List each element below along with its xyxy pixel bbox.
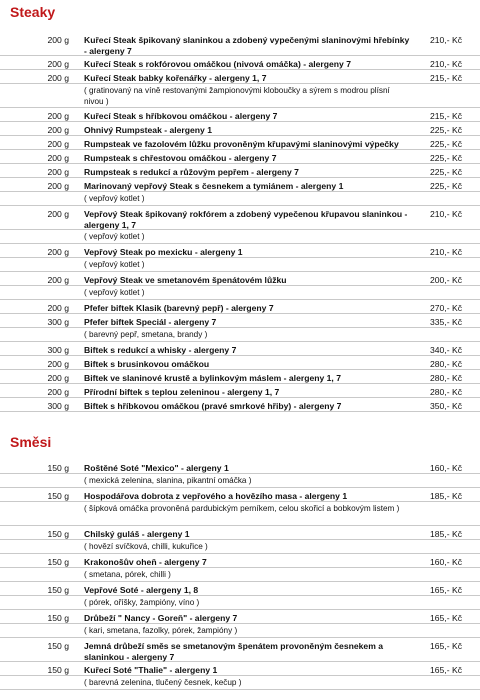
menu-item-weight: 200 g <box>47 373 69 383</box>
menu-item-weight: 200 g <box>47 139 69 149</box>
menu-item-weight <box>0 258 69 261</box>
menu-item-ingredients: ( vepřový kotlet ) <box>84 194 145 203</box>
menu-item-name: Vepřové Soté - alergeny 1, 8 <box>84 585 199 595</box>
menu-item <box>0 384 480 398</box>
menu-item-ingredients: ( mexická zelenina, slanina, pikantní omáčka ) <box>84 476 252 485</box>
menu-item-ingredients: ( barevná zelenina, tlučený česnek, kečup ) <box>84 678 242 687</box>
menu-item-weight: 200 g <box>47 73 69 83</box>
menu-item-description <box>0 258 480 272</box>
menu-item-ingredients: ( barevný pepř, smetana, brandy ) <box>84 330 208 339</box>
menu-item-price: 280,- Kč <box>429 373 462 383</box>
menu-item-ingredients: ( vepřový kotlet ) <box>84 260 145 269</box>
menu-item-price: 210,- Kč <box>429 247 462 257</box>
menu-item <box>0 488 480 502</box>
menu-item-price: 270,- Kč <box>429 303 462 313</box>
menu-item-price: 225,- Kč <box>429 139 462 149</box>
menu-item-weight: 200 g <box>47 153 69 163</box>
menu-item-price <box>412 624 462 627</box>
menu-item-weight <box>0 596 69 599</box>
menu-item-weight: 150 g <box>47 641 69 651</box>
menu-item-price: 185,- Kč <box>429 529 462 539</box>
menu-item <box>0 272 480 286</box>
menu-item-weight <box>0 230 69 233</box>
menu-item <box>0 300 480 314</box>
menu-item-weight: 200 g <box>47 303 69 313</box>
menu-item-price <box>412 230 462 233</box>
menu-item <box>0 460 480 474</box>
menu-item-weight: 200 g <box>47 111 69 121</box>
menu-item-weight: 200 g <box>47 35 69 45</box>
menu-item-description <box>0 568 480 582</box>
menu-item <box>0 108 480 122</box>
menu-item-ingredients: ( pórek, oříšky, žampióny, víno ) <box>84 598 200 607</box>
menu-item <box>0 554 480 568</box>
menu-item-name: Kuřecí Steak špikovaný slaninkou a zdobený vypečenými slaninovými hřebínky - alergeny 7 <box>84 35 410 56</box>
menu-item-description <box>0 84 480 108</box>
menu-item-weight: 300 g <box>47 345 69 355</box>
menu-item <box>0 356 480 370</box>
menu-item-ingredients: ( vepřový kotlet ) <box>84 288 145 297</box>
section-title-steaky: Steaky <box>10 4 56 20</box>
menu-list-smesi <box>0 460 480 690</box>
menu-item-name: Pfefer biftek Klasik (barevný pepř) - alergeny 7 <box>84 303 274 313</box>
menu-item-price <box>412 192 462 195</box>
menu-item-price: 165,- Kč <box>429 613 462 623</box>
menu-item-price: 280,- Kč <box>429 387 462 397</box>
menu-item-price: 210,- Kč <box>429 35 462 45</box>
menu-item-name: Marinovaný vepřový Steak s česnekem a tymiánem - alergeny 1 <box>84 181 344 191</box>
menu-item-price <box>412 596 462 599</box>
menu-item <box>0 638 480 662</box>
menu-item <box>0 610 480 624</box>
menu-item <box>0 164 480 178</box>
section-title-smesi: Směsi <box>10 434 52 450</box>
menu-item-name: Biftek s redukcí a whisky - alergeny 7 <box>84 345 237 355</box>
menu-item-ingredients: ( smetana, pórek, chilli ) <box>84 570 171 579</box>
menu-item-name: Biftek s hříbkovou omáčkou (pravé smrkové hřiby) - alergeny 7 <box>84 401 342 411</box>
menu-item-ingredients: ( vepřový kotlet ) <box>84 232 145 241</box>
menu-item-weight <box>0 474 69 477</box>
menu-item-ingredients: ( šípková omáčka provoněná pardubickým perníkem, celou skořicí a bobkovým listem ) <box>84 504 400 513</box>
menu-item-price <box>412 502 462 505</box>
menu-item-weight: 200 g <box>47 125 69 135</box>
menu-item-price <box>412 540 462 543</box>
menu-item <box>0 136 480 150</box>
menu-item-description <box>0 676 480 690</box>
menu-item-name: Pfefer biftek Speciál - alergeny 7 <box>84 317 217 327</box>
menu-item <box>0 398 480 412</box>
menu-item-name: Vepřový Steak po mexicku - alergeny 1 <box>84 247 243 257</box>
menu-item <box>0 582 480 596</box>
menu-item-price <box>412 474 462 477</box>
menu-item-name: Drůbeží " Nancy - Goreň" - alergeny 7 <box>84 613 238 623</box>
menu-item-weight: 200 g <box>47 209 69 219</box>
menu-item-weight: 150 g <box>47 613 69 623</box>
menu-item-weight <box>0 328 69 331</box>
menu-item-name: Biftek ve slaninové krustě a bylinkovým máslem - alergeny 1, 7 <box>84 373 341 383</box>
menu-item-price: 160,- Kč <box>429 557 462 567</box>
menu-item-description <box>0 328 480 342</box>
menu-item-weight <box>0 676 69 679</box>
menu-item-weight <box>0 568 69 571</box>
menu-item-weight <box>0 624 69 627</box>
menu-item-name: Kuřecí Steak s hříbkovou omáčkou - alergeny 7 <box>84 111 278 121</box>
menu-item-description <box>0 230 480 244</box>
menu-item <box>0 150 480 164</box>
menu-item-name: Rumpsteak ve fazolovém lůžku provoněným křupavými slaninovými výpečky <box>84 139 399 149</box>
menu-item-price: 280,- Kč <box>429 359 462 369</box>
menu-item-price: 225,- Kč <box>429 125 462 135</box>
menu-item-weight: 150 g <box>47 665 69 675</box>
menu-item-price: 225,- Kč <box>429 167 462 177</box>
menu-item-ingredients: ( hovězí svíčková, chilli, kukuřice ) <box>84 542 208 551</box>
menu-item-name: Rumpsteak s redukcí a růžovým pepřem - alergeny 7 <box>84 167 299 177</box>
menu-item-name: Kuřecí Steak s rokfórovou omáčkou (nivová omáčka) - alergeny 7 <box>84 59 351 69</box>
menu-item-ingredients: ( gratinovaný na víně restovanými žampionovými kloboučky a sýrem s modrou plísní nivou ) <box>84 86 390 106</box>
menu-item-weight <box>0 540 69 543</box>
menu-item <box>0 314 480 328</box>
menu-item <box>0 206 480 230</box>
menu-item-name: Přírodní biftek s teplou zeleninou - alergeny 1, 7 <box>84 387 280 397</box>
menu-item <box>0 178 480 192</box>
menu-item-name: Krakonošův oheň - alergeny 7 <box>84 557 207 567</box>
menu-item <box>0 70 480 84</box>
menu-item-price: 165,- Kč <box>429 641 462 651</box>
menu-item-description <box>0 286 480 300</box>
menu-item-price: 340,- Kč <box>429 345 462 355</box>
menu-item-description <box>0 596 480 610</box>
menu-item-description <box>0 502 480 526</box>
menu-item-name: Rumpsteak s chřestovou omáčkou - alergeny 7 <box>84 153 277 163</box>
menu-item <box>0 244 480 258</box>
menu-item-price: 200,- Kč <box>429 275 462 285</box>
menu-item-weight: 150 g <box>47 557 69 567</box>
menu-item-price: 185,- Kč <box>429 491 462 501</box>
menu-item-name: Kuřecí Steak babky kořenářky - alergeny 1, 7 <box>84 73 267 83</box>
menu-item-weight <box>0 84 69 87</box>
menu-item <box>0 370 480 384</box>
menu-item-weight <box>0 192 69 195</box>
menu-item-description <box>0 474 480 488</box>
menu-item-description <box>0 540 480 554</box>
menu-item-description <box>0 624 480 638</box>
menu-item-description <box>0 192 480 206</box>
menu-item-weight: 200 g <box>47 387 69 397</box>
menu-item-price: 335,- Kč <box>429 317 462 327</box>
menu-item-name: Hospodářova dobrota z vepřového a hovězího masa - alergeny 1 <box>84 491 348 501</box>
menu-item-weight: 150 g <box>47 529 69 539</box>
menu-item-price: 210,- Kč <box>429 209 462 219</box>
menu-item-ingredients: ( kari, smetana, fazolky, pórek, žampióny ) <box>84 626 238 635</box>
menu-item-weight: 200 g <box>47 59 69 69</box>
menu-item-name: Biftek s brusinkovou omáčkou <box>84 359 210 369</box>
menu-item-weight: 200 g <box>47 167 69 177</box>
menu-item-weight: 150 g <box>47 491 69 501</box>
menu-item-price <box>412 258 462 261</box>
menu-item-weight: 300 g <box>47 317 69 327</box>
menu-item <box>0 32 480 56</box>
menu-item-price <box>412 568 462 571</box>
menu-item-price <box>412 286 462 289</box>
menu-item-weight <box>0 286 69 289</box>
menu-item-price: 165,- Kč <box>429 665 462 675</box>
menu-item-name: Roštěné Soté "Mexico" - alergeny 1 <box>84 463 229 473</box>
menu-item <box>0 56 480 70</box>
menu-item-price <box>412 84 462 87</box>
menu-item-price: 160,- Kč <box>429 463 462 473</box>
menu-item-weight <box>0 502 69 505</box>
menu-item-price: 225,- Kč <box>429 153 462 163</box>
menu-item-weight: 150 g <box>47 463 69 473</box>
menu-item-price: 165,- Kč <box>429 585 462 595</box>
menu-item-price: 225,- Kč <box>429 181 462 191</box>
menu-item-name: Kuřecí Soté "Thalie" - alergeny 1 <box>84 665 218 675</box>
menu-item-weight: 200 g <box>47 247 69 257</box>
menu-item-price: 210,- Kč <box>429 59 462 69</box>
menu-item-weight: 200 g <box>47 359 69 369</box>
menu-item <box>0 662 480 676</box>
menu-item-price: 215,- Kč <box>429 111 462 121</box>
menu-item-weight: 200 g <box>47 181 69 191</box>
menu-item-name: Vepřový Steak ve smetanovém špenátovém lůžku <box>84 275 287 285</box>
menu-item-price <box>412 328 462 331</box>
menu-list-steaky <box>0 32 480 412</box>
menu-item-name: Ohnivý Rumpsteak - alergeny 1 <box>84 125 212 135</box>
menu-item <box>0 122 480 136</box>
menu-item <box>0 526 480 540</box>
menu-item-name: Vepřový Steak špikovaný rokfórem a zdobený vypečenou křupavou slaninkou - alergeny 1, 7 <box>84 209 408 230</box>
menu-item-weight: 300 g <box>47 401 69 411</box>
menu-item-name: Chilský guláš - alergeny 1 <box>84 529 190 539</box>
menu-item-price: 215,- Kč <box>429 73 462 83</box>
menu-item <box>0 342 480 356</box>
menu-item-name: Jemná drůbeží směs se smetanovým špenátem provoněným česnekem a slaninkou - alergeny 7 <box>84 641 384 662</box>
menu-item-price: 350,- Kč <box>429 401 462 411</box>
menu-item-weight: 200 g <box>47 275 69 285</box>
menu-item-weight: 150 g <box>47 585 69 595</box>
menu-item-price <box>412 676 462 679</box>
